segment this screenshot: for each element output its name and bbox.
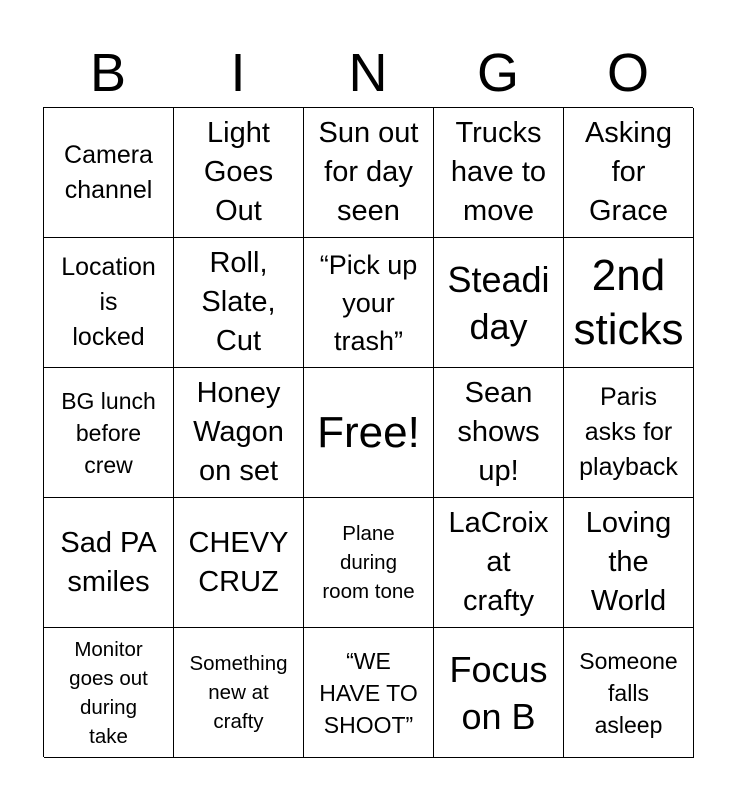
bingo-cell[interactable] [564,368,694,498]
cell-text: Asking for Grace [584,117,673,227]
cell-text: LaCroix at crafty [448,507,549,617]
cell-text: Honey Wagon on set [193,377,284,487]
bingo-cell[interactable] [304,108,434,238]
header-letter-n: N [348,43,388,103]
bingo-cell[interactable] [44,108,174,238]
bingo-cell[interactable] [564,238,694,368]
bingo-cell[interactable] [304,238,434,368]
bingo-cell[interactable] [174,238,304,368]
bingo-cell[interactable] [434,368,564,498]
header-letter-o: O [606,43,649,103]
cell-text: Focus on B [449,648,548,737]
cell-text: BG lunch before crew [61,387,156,478]
cell-text: Monitor goes out during take [69,637,148,748]
free-space-cell[interactable] [304,368,434,498]
bingo-cell[interactable] [174,498,304,628]
bingo-header [43,40,693,106]
bingo-cell[interactable] [44,498,174,628]
cell-text: Sean shows up! [457,377,540,487]
bingo-cell[interactable] [174,368,304,498]
bingo-cell[interactable] [44,238,174,368]
bingo-cell[interactable] [564,108,694,238]
cell-text: Paris asks for playback [579,383,678,481]
cell-text: Something new at crafty [189,652,288,733]
cell-text: Someone falls asleep [579,647,678,738]
bingo-board [43,107,693,757]
cell-text: Free! [317,407,420,457]
cell-text: Sun out for day seen [318,117,419,227]
cell-text: Light Goes Out [203,117,274,227]
cell-text: Location is locked [61,253,156,351]
cell-text: 2nd sticks [573,250,684,354]
header-letter-g: G [476,43,519,103]
header-letter-i: I [230,43,246,103]
cell-text: Trucks have to move [450,117,547,227]
bingo-cell[interactable] [44,368,174,498]
bingo-cell[interactable] [44,628,174,758]
bingo-cell[interactable] [434,238,564,368]
cell-text: Plane during room tone [322,522,415,603]
bingo-cell[interactable] [434,498,564,628]
bingo-cell[interactable] [174,108,304,238]
bingo-cell[interactable] [304,498,434,628]
bingo-cell[interactable] [434,628,564,758]
cell-text: “Pick up your trash” [319,249,418,356]
bingo-cell[interactable] [434,108,564,238]
bingo-cell[interactable] [564,628,694,758]
cell-text: Steadi day [447,258,550,347]
cell-text: CHEVY CRUZ [188,526,289,598]
bingo-cell[interactable] [564,498,694,628]
cell-text: Camera channel [64,140,153,204]
cell-text: “WE HAVE TO SHOOT” [319,647,418,738]
cell-text: Sad PA smiles [60,526,157,598]
bingo-cell[interactable] [304,628,434,758]
cell-text: Loving the World [585,507,672,617]
bingo-cell[interactable] [174,628,304,758]
cell-text: Roll, Slate, Cut [201,247,276,357]
header-letter-b: B [89,43,127,103]
